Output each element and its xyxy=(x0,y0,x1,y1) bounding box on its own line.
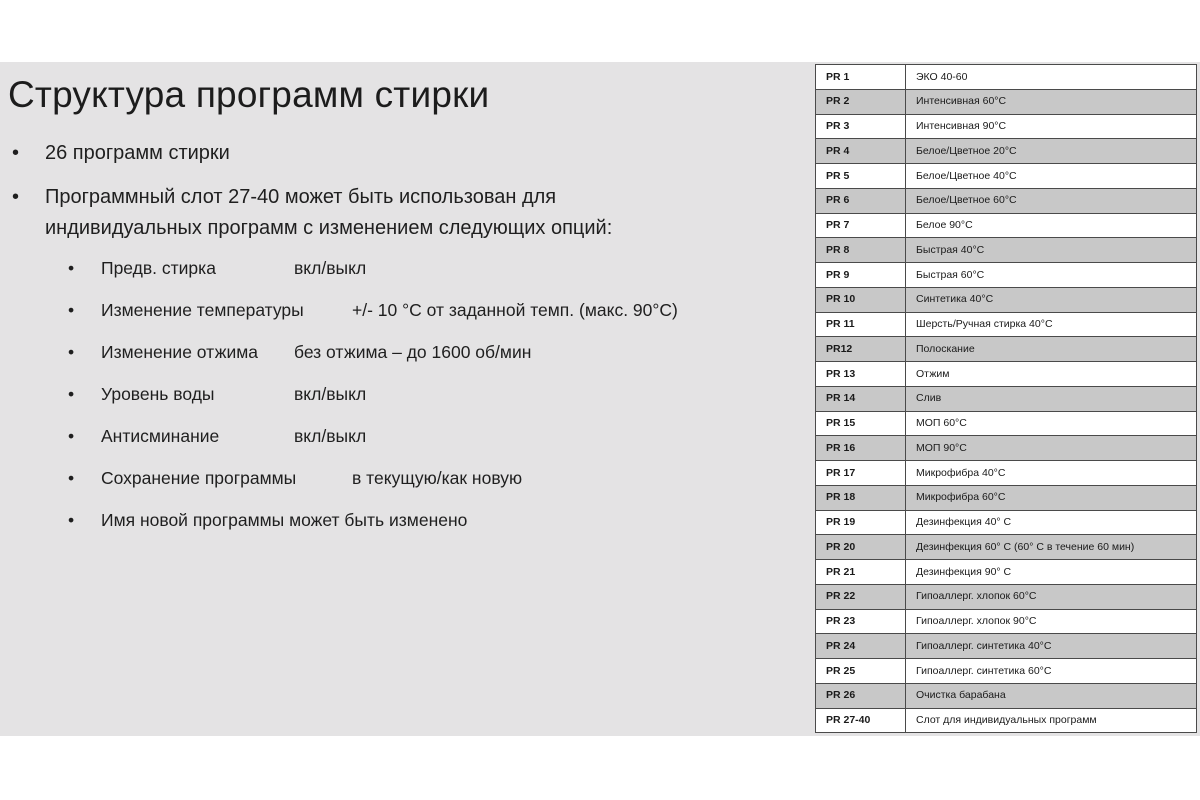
table-row xyxy=(816,312,1197,337)
table-row xyxy=(816,188,1197,213)
program-code: PR 26 xyxy=(816,683,906,708)
bullet-dot: • xyxy=(68,468,75,488)
table-row xyxy=(816,386,1197,411)
program-code: PR 5 xyxy=(816,164,906,189)
table-row xyxy=(816,114,1197,139)
bullet-program-count xyxy=(12,138,230,169)
program-name: Синтетика 40°C xyxy=(906,287,1197,312)
program-name: Гипоаллерг. хлопок 60°C xyxy=(906,584,1197,609)
option-value: вкл/выкл xyxy=(294,426,367,446)
program-code: PR 18 xyxy=(816,485,906,510)
program-code: PR 8 xyxy=(816,238,906,263)
table-row xyxy=(816,238,1197,263)
table-row xyxy=(816,659,1197,684)
program-name: Быстрая 40°C xyxy=(906,238,1197,263)
program-name: Белое/Цветное 40°C xyxy=(906,164,1197,189)
bullet-dot: • xyxy=(68,258,75,278)
program-code: PR 25 xyxy=(816,659,906,684)
program-code: PR 9 xyxy=(816,263,906,288)
program-code: PR 2 xyxy=(816,89,906,114)
bullet-text: 26 программ стирки xyxy=(45,142,230,164)
program-name: Гипоаллерг. синтетика 40°C xyxy=(906,634,1197,659)
option-rename-program xyxy=(68,509,468,531)
program-name: Быстрая 60°C xyxy=(906,263,1197,288)
program-code: PR 15 xyxy=(816,411,906,436)
option-water-level xyxy=(68,383,367,405)
program-name: Гипоаллерг. синтетика 60°C xyxy=(906,659,1197,684)
program-code: PR 13 xyxy=(816,362,906,387)
option-anti-crease xyxy=(68,425,367,447)
table-row xyxy=(816,65,1197,90)
table-row xyxy=(816,362,1197,387)
program-code: PR 23 xyxy=(816,609,906,634)
program-code: PR 22 xyxy=(816,584,906,609)
table-row xyxy=(816,164,1197,189)
bullet-text-line1: Программный слот 27-40 может быть использован для xyxy=(45,186,557,208)
program-name: Отжим xyxy=(906,362,1197,387)
table-row xyxy=(816,461,1197,486)
table-row xyxy=(816,89,1197,114)
program-name: Слив xyxy=(906,386,1197,411)
program-name: Дезинфекция 40° С xyxy=(906,510,1197,535)
program-code: PR 17 xyxy=(816,461,906,486)
option-label: Сохранение программы xyxy=(101,468,297,488)
option-label: Уровень воды xyxy=(101,384,215,404)
table-row xyxy=(816,287,1197,312)
program-name: Белое 90°C xyxy=(906,213,1197,238)
program-code: PR 10 xyxy=(816,287,906,312)
program-name: Дезинфекция 90° С xyxy=(906,560,1197,585)
option-value: без отжима – до 1600 об/мин xyxy=(294,342,532,362)
table-row xyxy=(816,411,1197,436)
option-value: +/- 10 °C от заданной темп. (макс. 90°C) xyxy=(352,300,678,320)
program-name: ЭКО 40-60 xyxy=(906,65,1197,90)
option-spin xyxy=(68,341,532,363)
program-code: PR 24 xyxy=(816,634,906,659)
program-code: PR 4 xyxy=(816,139,906,164)
program-code: PR 14 xyxy=(816,386,906,411)
program-code: PR 1 xyxy=(816,65,906,90)
option-label: Изменение отжима xyxy=(101,342,258,362)
program-code: PR 21 xyxy=(816,560,906,585)
bullet-dot: • xyxy=(68,300,75,320)
option-temperature xyxy=(68,299,678,321)
program-name: Дезинфекция 60° С (60° С в течение 60 мин) xyxy=(906,535,1197,560)
bullet-dot: • xyxy=(68,426,75,446)
program-name: Очистка барабана xyxy=(906,683,1197,708)
program-name: Слот для индивидуальных программ xyxy=(906,708,1197,733)
program-code: PR 27-40 xyxy=(816,708,906,733)
bullet-text-line2: индивидуальных программ с изменением следующих опций: xyxy=(45,217,613,239)
bullet-dot: • xyxy=(68,384,75,404)
program-name: Гипоаллерг. хлопок 90°C xyxy=(906,609,1197,634)
program-code: PR12 xyxy=(816,337,906,362)
program-code: PR 6 xyxy=(816,188,906,213)
program-code: PR 19 xyxy=(816,510,906,535)
option-value: вкл/выкл xyxy=(294,258,367,278)
program-code: PR 11 xyxy=(816,312,906,337)
program-name: Микрофибра 60°C xyxy=(906,485,1197,510)
option-save-program xyxy=(68,467,523,489)
table-row xyxy=(816,337,1197,362)
table-row xyxy=(816,485,1197,510)
bullet-dot: • xyxy=(12,186,20,208)
slide-title: Структура программ стирки xyxy=(8,74,490,115)
program-code: PR 7 xyxy=(816,213,906,238)
program-name: Белое/Цветное 60°C xyxy=(906,188,1197,213)
table-row xyxy=(816,584,1197,609)
bullet-dot: • xyxy=(68,510,75,530)
option-prewash xyxy=(68,257,367,279)
table-row xyxy=(816,609,1197,634)
table-row xyxy=(816,213,1197,238)
bullet-dot: • xyxy=(68,342,75,362)
table-row xyxy=(816,634,1197,659)
program-name: Шерсть/Ручная стирка 40°C xyxy=(906,312,1197,337)
program-code: PR 16 xyxy=(816,436,906,461)
option-label: Имя новой программы может быть изменено xyxy=(101,510,468,530)
program-name: Интенсивная 60°C xyxy=(906,89,1197,114)
table-row xyxy=(816,436,1197,461)
option-label: Изменение температуры xyxy=(101,300,304,320)
option-value: в текущую/как новую xyxy=(352,468,523,488)
program-table xyxy=(815,64,1197,733)
program-name: МОП 90°C xyxy=(906,436,1197,461)
program-code: PR 20 xyxy=(816,535,906,560)
table-row xyxy=(816,560,1197,585)
table-row xyxy=(816,683,1197,708)
program-name: Полоскание xyxy=(906,337,1197,362)
table-row xyxy=(816,510,1197,535)
program-name: Интенсивная 90°C xyxy=(906,114,1197,139)
option-label: Антисминание xyxy=(101,426,220,446)
program-name: МОП 60°C xyxy=(906,411,1197,436)
program-name: Микрофибра 40°C xyxy=(906,461,1197,486)
slide xyxy=(0,62,1200,736)
program-name: Белое/Цветное 20°C xyxy=(906,139,1197,164)
table-row xyxy=(816,263,1197,288)
program-code: PR 3 xyxy=(816,114,906,139)
bullet-dot: • xyxy=(12,142,20,164)
table-row xyxy=(816,708,1197,733)
option-label: Предв. стирка xyxy=(101,258,216,278)
table-row xyxy=(816,535,1197,560)
table-row xyxy=(816,139,1197,164)
option-value: вкл/выкл xyxy=(294,384,367,404)
bullet-program-slot xyxy=(12,182,613,244)
